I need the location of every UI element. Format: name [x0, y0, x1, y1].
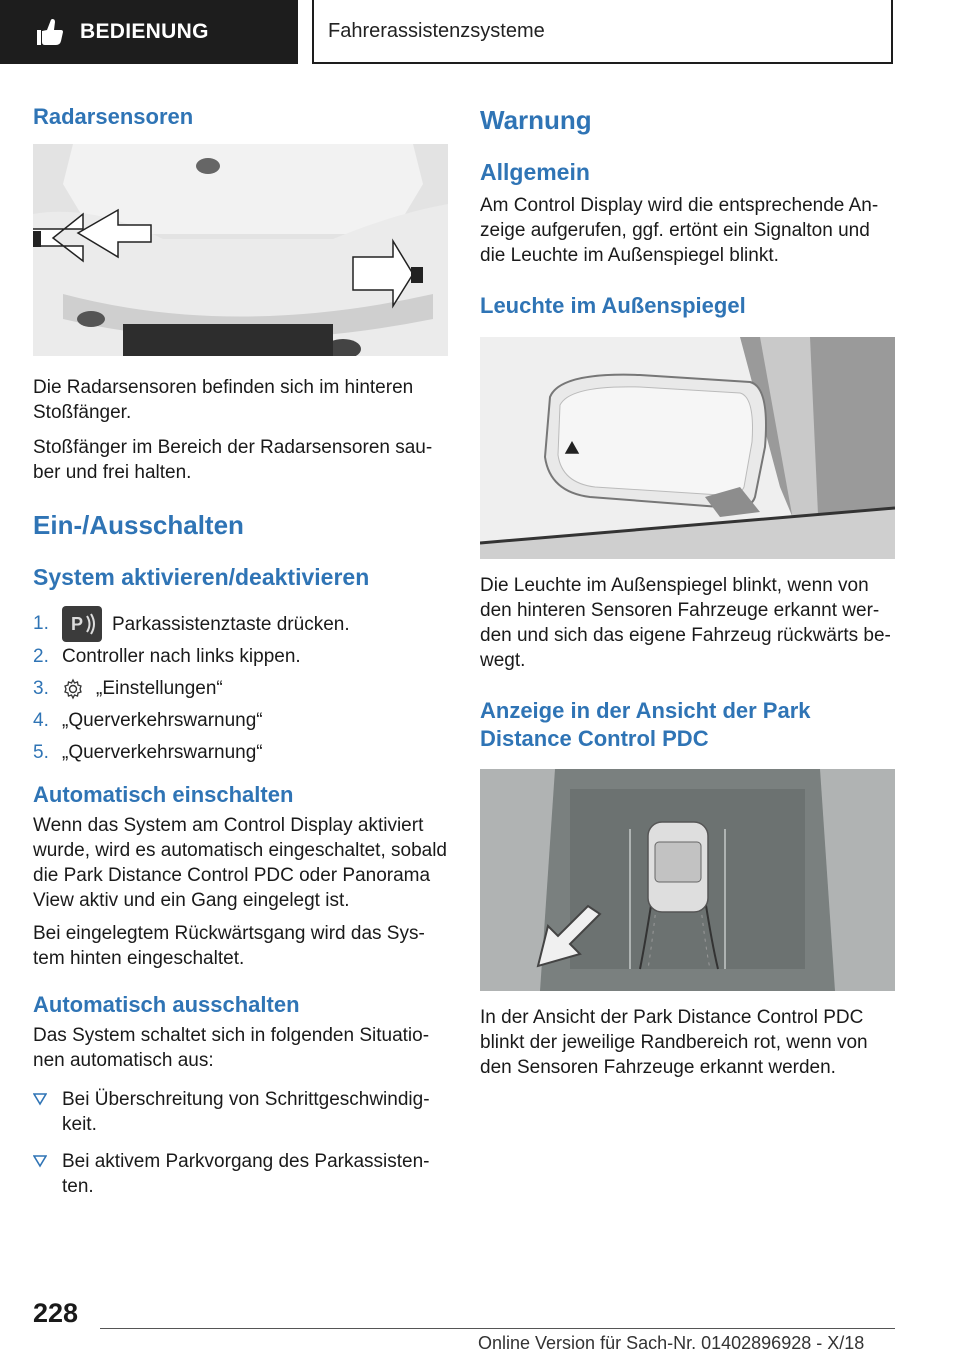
auto-on-paragraph-2: Bei eingelegtem Rückwärtsgang wird das System hinten eingeschaltet. — [33, 923, 425, 969]
list-item — [33, 676, 448, 701]
onoff-heading: Ein-/Ausschalten — [33, 510, 244, 540]
side-mirror-figure — [480, 337, 895, 559]
radar-paragraph-1: Die Radarsensoren befinden sich im hinteren Stoßfänger. — [33, 377, 414, 423]
list-item — [33, 740, 448, 765]
warning-heading: Warnung — [480, 105, 592, 135]
list-item — [33, 1087, 448, 1137]
step-text: „Querverkehrswarnung“ — [62, 742, 263, 763]
system-heading: System aktivieren/deaktivieren — [33, 564, 370, 590]
section-title: BEDIENUNG — [80, 20, 209, 43]
rear-bumper-figure — [33, 144, 448, 356]
bullet-text: Bei Überschreitung von Schrittgeschwindigkeit. — [62, 1089, 430, 1135]
page-number: 228 — [33, 1298, 79, 1328]
list-item — [33, 604, 448, 644]
list-item — [33, 708, 448, 733]
step-text: „Einstellungen“ — [96, 678, 223, 699]
gear-icon — [62, 678, 84, 700]
list-item — [33, 644, 448, 669]
steps-list — [33, 604, 448, 765]
radar-heading: Radarsensoren — [33, 104, 194, 129]
step-number: 5. — [33, 742, 49, 763]
bullet-text: Bei aktivem Parkvorgang des Parkassistenten. — [62, 1151, 430, 1197]
footer-divider — [100, 1328, 895, 1329]
radar-paragraph-2: Stoßfänger im Bereich der Radarsensoren sauber und frei halten. — [33, 437, 433, 483]
chapter-tab — [312, 0, 893, 64]
step-text: Parkassistenztaste drücken. — [112, 613, 350, 635]
chapter-title: Fahrerassistenzsysteme — [328, 19, 545, 42]
auto-on-paragraph-1: Wenn das System am Control Display aktiviert wurde, wird es automatisch eingeschaltet, sobald die Park Distance Control PDC oder Panorama View aktiv und ein Gang eingelegt ist. — [33, 815, 448, 911]
triangle-bullet-icon — [33, 1154, 47, 1168]
triangle-bullet-icon — [33, 1092, 47, 1106]
park-assist-button-icon — [62, 606, 102, 642]
mirror-heading: Leuchte im Außenspiegel — [480, 293, 746, 318]
list-item — [33, 1149, 448, 1199]
pdc-heading: Anzeige in der Ansicht der Park Distance Control PDC — [480, 698, 811, 751]
mirror-paragraph: Die Leuchte im Außenspiegel blinkt, wenn von den hinteren Sensoren Fahrzeuge erkannt werden und sich das eigene Fahrzeug rückwärts bewegt. — [480, 575, 891, 671]
auto-on-heading: Automatisch einschalten — [33, 782, 294, 807]
step-text: Controller nach links kippen. — [62, 646, 301, 667]
step-number: 1. — [33, 613, 49, 634]
section-tab — [0, 0, 298, 64]
hand-icon — [36, 17, 66, 47]
bullet-list — [33, 1087, 448, 1199]
general-heading: Allgemein — [480, 159, 590, 185]
svg-text:P: P — [71, 614, 84, 634]
general-paragraph: Am Control Display wird die entsprechende Anzeige aufgerufen, ggf. ertönt ein Signalton und die Leuchte im Außenspiegel blinkt. — [480, 195, 879, 266]
auto-off-paragraph: Das System schaltet sich in folgenden Situationen automatisch aus: — [33, 1025, 430, 1071]
left-column — [33, 96, 448, 1211]
right-column — [480, 96, 895, 1080]
step-text: „Querverkehrswarnung“ — [62, 710, 263, 731]
auto-off-heading: Automatisch ausschalten — [33, 992, 300, 1017]
step-number: 3. — [33, 678, 49, 699]
step-number: 4. — [33, 710, 49, 731]
step-number: 2. — [33, 646, 49, 667]
pdc-paragraph: In der Ansicht der Park Distance Control PDC blinkt der jeweilige Randbereich rot, wenn von den Sensoren Fahrzeuge erkannt werden. — [480, 1007, 868, 1078]
pdc-view-figure — [480, 769, 895, 991]
footer-text: Online Version für Sach-Nr. 01402896928 - X/18 — [478, 1333, 865, 1353]
